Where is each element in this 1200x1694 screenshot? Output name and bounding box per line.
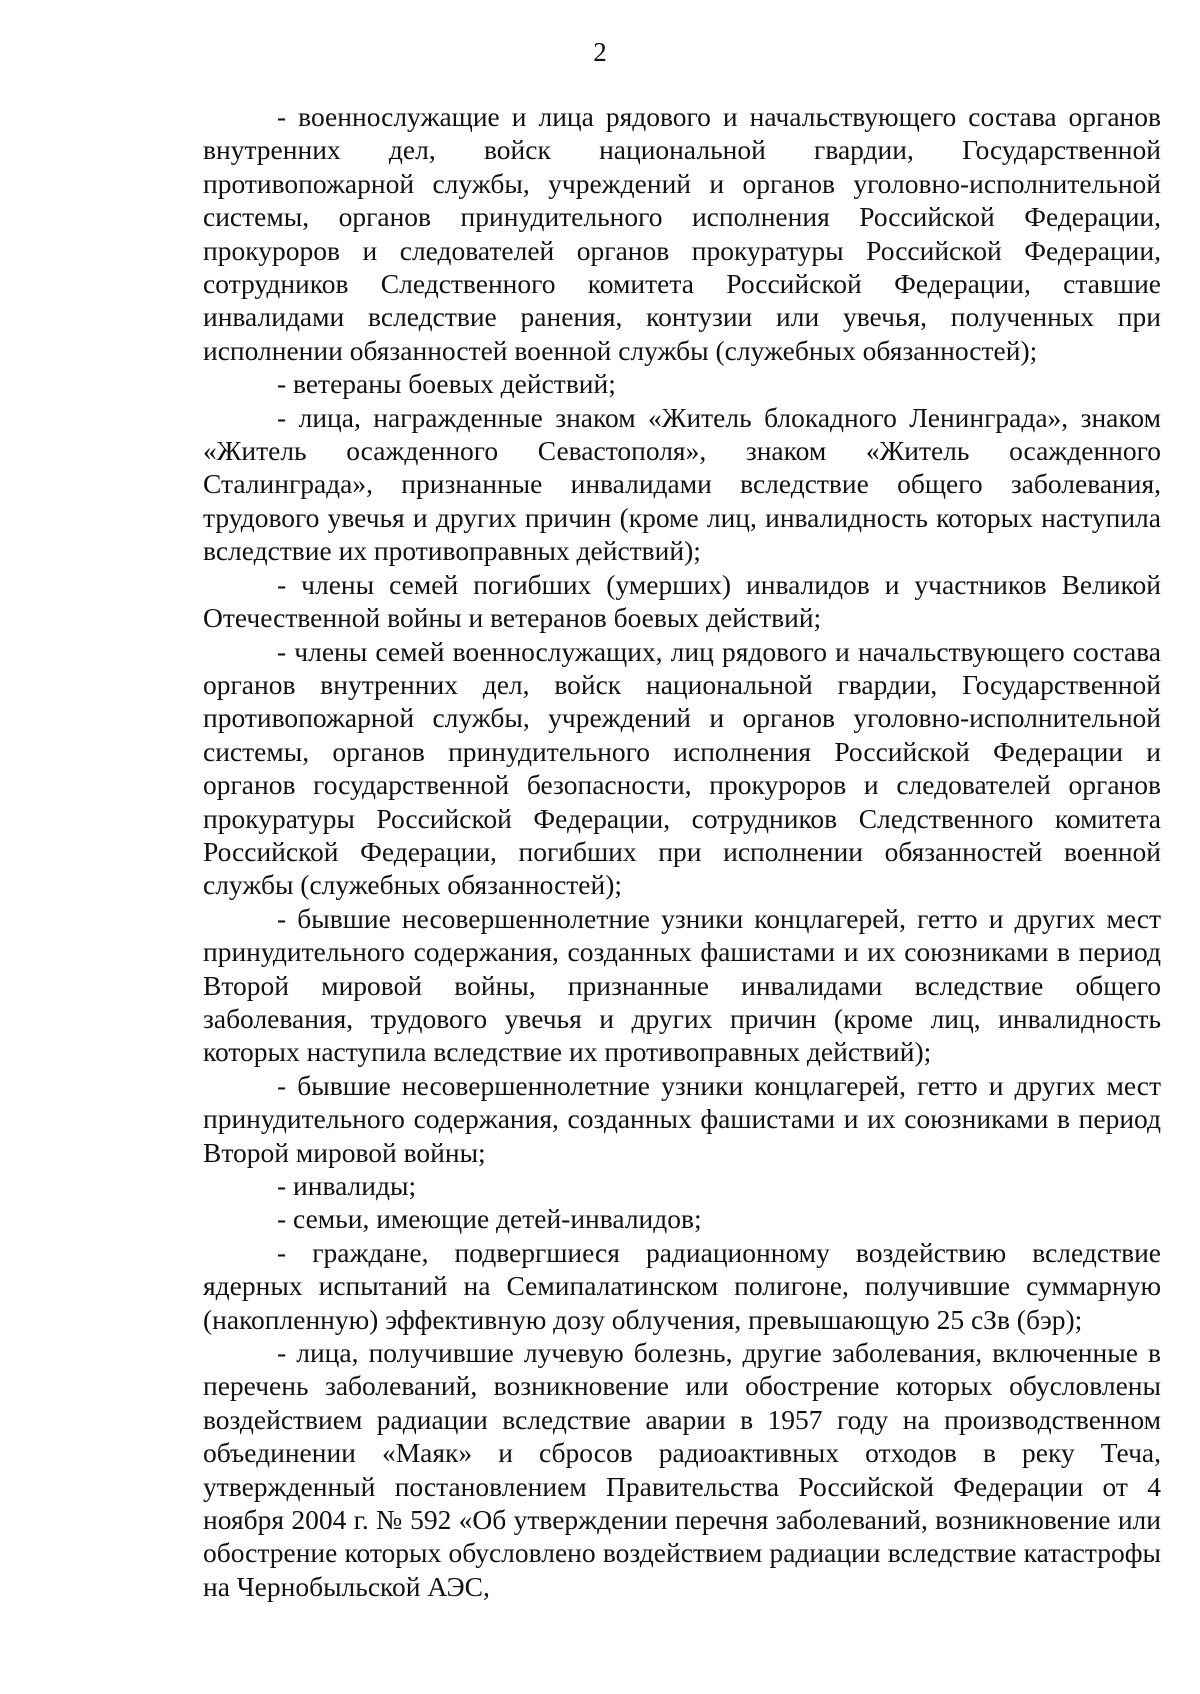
paragraph-siege-residents: - лица, награжденные знаком «Житель блокадного Ленинграда», знаком «Житель осажденного Севастополя», знаком «Житель осажденного Сталинграда», признанные инвалидами вследствие общего заболевания, трудового увечья и других причин (кроме лиц, инвалидность которых наступила вследствие их противоправных действий); <box>203 401 1161 567</box>
paragraph-families-with-disabled-children: - семьи, имеющие детей-инвалидов; <box>277 1203 702 1235</box>
document-body <box>203 100 1161 1603</box>
page-number: 2 <box>593 37 607 67</box>
paragraph-family-of-deceased-invalids: - члены семей погибших (умерших) инвалидов и участников Великой Отечественной войны и ветеранов боевых действий; <box>203 568 1161 634</box>
paragraph-family-of-servicemen: - члены семей военнослужащих, лиц рядового и начальствующего состава органов внутренних дел, войск национальной гвардии, Государственной противопожарной службы, учреждений и органов уголовно-исполнительной системы, органов принудительного исполнения Российской Федерации и органов государственной безопасности, прокуроров и следователей органов прокуратуры Российской Федерации, сотрудников Следственного комитета Российской Федерации, погибших при исполнении обязанностей военной службы (служебных обязанностей); <box>203 635 1161 901</box>
paragraph-combat-veterans: - ветераны боевых действий; <box>277 368 616 400</box>
paragraph-mayak-radiation: - лица, получившие лучевую болезнь, другие заболевания, включенные в перечень заболеваний, возникновение или обострение которых обусловлены воздействием радиации вследствие аварии в 1957 году на производственном объединении «Маяк» и сбросов радиоактивных отходов в реку Теча, утвержденный постановлением Правительства Российской Федерации от 4 ноября 2004 г. № 592 «Об утверждении перечня заболеваний, возникновение или обострение которых обусловлено воздействием радиации вследствие катастрофы на Чернобыльской АЭС, <box>203 1337 1161 1602</box>
paragraph-military-disabled: - военнослужащие и лица рядового и начальствующего состава органов внутренних дел, войск национальной гвардии, Государственной противопожарной службы, учреждений и органов уголовно-исполнительной системы, органов принудительного исполнения Российской Федерации, прокуроров и следователей органов прокуратуры Российской Федерации, сотрудников Следственного комитета Российской Федерации, ставшие инвалидами вследствие ранения, контузии или увечья, полученных при исполнении обязанностей военной службы (служебных обязанностей); <box>203 101 1161 366</box>
paragraph-former-prisoners: - бывшие несовершеннолетние узники концлагерей, гетто и других мест принудительного содержания, созданных фашистами и их союзниками в период Второй мировой войны; <box>203 1069 1161 1168</box>
paragraph-former-prisoners-disabled: - бывшие несовершеннолетние узники концлагерей, гетто и других мест принудительного содержания, созданных фашистами и их союзниками в период Второй мировой войны, признанные инвалидами вследствие общего заболевания, трудового увечья и других причин (кроме лиц, инвалидность которых наступила вследствие их противоправных действий); <box>203 902 1161 1068</box>
paragraph-semipalatinsk-radiation: - граждане, подвергшиеся радиационному воздействию вследствие ядерных испытаний на Семипалатинском полигоне, получившие суммарную (накопленную) эффективную дозу облучения, превышающую 25 сЗв (бэр); <box>203 1236 1161 1335</box>
paragraph-invalids: - инвалиды; <box>277 1170 417 1201</box>
